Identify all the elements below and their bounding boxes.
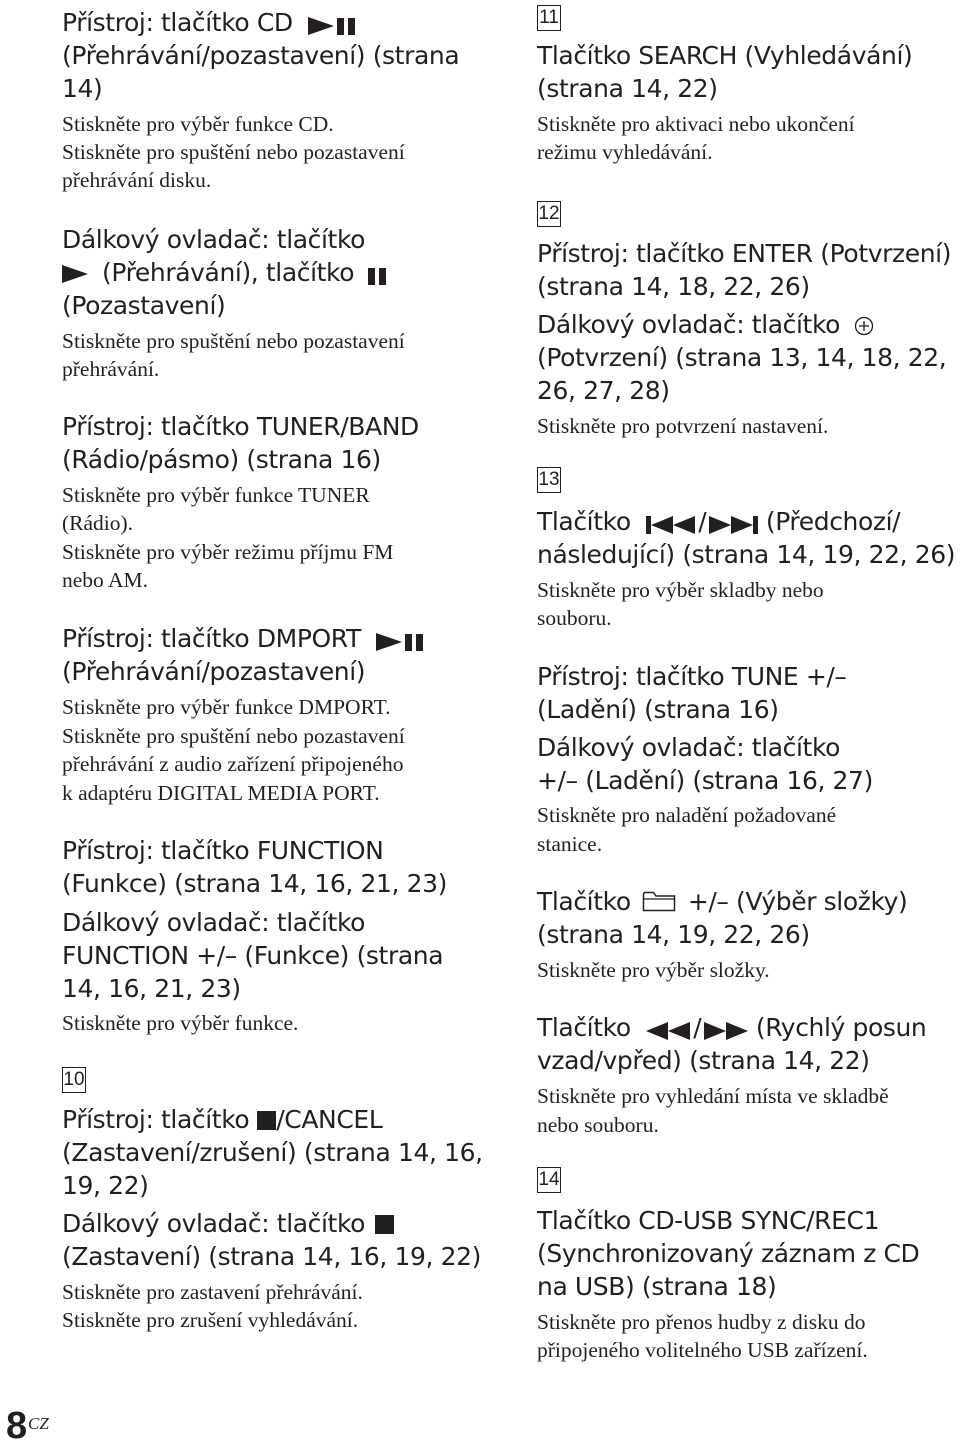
enter-heading-line4: (Potvrzení) (strana 13, 14, 18, 22, [537,343,947,372]
folder-icon [642,890,676,912]
rewind-icon [646,1013,690,1046]
stop-desc-line1: Stiskněte pro zastavení přehrávání. [62,1280,363,1304]
prev-next-desc-line1: Stiskněte pro výběr skladby nebo [537,578,824,602]
remote-play-desc-line2: přehrávání. [62,357,160,381]
enter-heading-line5: 26, 27, 28) [537,376,670,405]
rewind-forward-heading-line2: vzad/vpřed) (strana 14, 22) [537,1046,870,1075]
tune-heading-line1: Přístroj: tlačítko TUNE +/– [537,662,847,691]
sync-heading-line2: (Synchronizovaný záznam z CD [537,1239,920,1268]
dmport-desc-line4: k adaptéru DIGITAL MEDIA PORT. [62,781,380,805]
tune-heading-line4: +/– (Ladění) (strana 16, 27) [537,766,873,795]
dmport-desc-line2: Stiskněte pro spuštění nebo pozastavení [62,724,405,748]
enter-heading-line2: (strana 14, 18, 22, 26) [537,272,810,301]
cd-heading-line3: 14) [62,74,103,103]
folder-heading-line2: (strana 14, 19, 22, 26) [537,920,810,949]
rewind-forward-heading-line1: Tlačítko / (Rychlý posun [537,1011,926,1046]
dmport-heading-line1: Přístroj: tlačítko DMPORT [62,622,423,657]
enter-heading-line3: Dálkový ovladač: tlačítko [537,308,874,341]
play-pause-icon [376,624,423,657]
pause-icon [368,258,386,291]
rewind-forward-desc-line2: nebo souboru. [537,1113,659,1137]
tune-heading-line2: (Ladění) (strana 16) [537,695,779,724]
stop-heading-line3: 19, 22) [62,1171,149,1200]
function-heading-line3: Dálkový ovladač: tlačítko [62,908,366,937]
item-number-11: 11 [537,5,561,31]
stop-desc-line2: Stiskněte pro zrušení vyhledávání. [62,1308,359,1332]
remote-play-heading-line2: (Přehrávání), tlačítko [62,256,386,291]
item-number-12: 12 [537,201,561,227]
item-number-13: 13 [537,467,561,493]
tuner-heading-line2: (Rádio/pásmo) (strana 16) [62,445,381,474]
function-heading-line1: Přístroj: tlačítko FUNCTION [62,836,384,865]
folder-heading-line1: Tlačítko +/– (Výběr složky) [537,887,908,916]
tune-desc-line2: stanice. [537,832,603,856]
remote-play-heading-line3: (Pozastavení) [62,291,226,320]
dmport-desc-line3: přehrávání z audio zařízení připojeného [62,752,404,776]
fast-forward-icon [704,1013,748,1046]
prev-next-desc-line2: souboru. [537,606,612,630]
tune-heading-line3: Dálkový ovladač: tlačítko [537,733,841,762]
cd-heading-line2: (Přehrávání/pozastavení) (strana [62,41,460,70]
prev-icon [646,507,695,540]
tuner-heading-line1: Přístroj: tlačítko TUNER/BAND [62,412,419,441]
cd-desc-line2: Stiskněte pro spuštění nebo pozastavení [62,140,405,164]
dmport-desc-line1: Stiskněte pro výběr funkce DMPORT. [62,695,391,719]
stop-heading-line2: (Zastavení/zrušení) (strana 14, 16, [62,1138,483,1167]
rewind-forward-desc-line1: Stiskněte pro vyhledání místa ve skladbě [537,1084,889,1108]
remote-play-heading-line1: Dálkový ovladač: tlačítko [62,225,366,254]
language-code: CZ [28,1414,49,1433]
tuner-desc-line4: nebo AM. [62,568,148,592]
sync-heading-line3: na USB) (strana 18) [537,1272,777,1301]
function-heading-line2: (Funkce) (strana 14, 16, 21, 23) [62,869,447,898]
sync-desc-line2: připojeného volitelného USB zařízení. [537,1338,868,1362]
next-icon [709,507,758,540]
tuner-desc-line3: Stiskněte pro výběr režimu příjmu FM [62,540,394,564]
enter-icon [854,316,874,336]
sync-heading-line1: Tlačítko CD-USB SYNC/REC1 [537,1206,880,1235]
item-number-10: 10 [62,1067,86,1093]
function-desc-line1: Stiskněte pro výběr funkce. [62,1011,299,1035]
enter-heading-line1: Přístroj: tlačítko ENTER (Potvrzení) [537,239,952,268]
play-pause-icon [308,8,355,41]
search-heading-line1: Tlačítko SEARCH (Vyhledávání) [537,41,913,70]
tuner-desc-line1: Stiskněte pro výběr funkce TUNER [62,483,370,507]
stop-icon [257,1111,276,1130]
search-desc-line1: Stiskněte pro aktivaci nebo ukončení [537,112,855,136]
stop-heading-line1: Přístroj: tlačítko /CANCEL [62,1105,383,1134]
enter-desc-line1: Stiskněte pro potvrzení nastavení. [537,414,829,438]
search-desc-line2: režimu vyhledávání. [537,140,713,164]
prev-next-heading-line2: následující) (strana 14, 19, 22, 26) [537,540,956,569]
prev-next-heading-line1: Tlačítko / (Předchozí/ [537,505,900,540]
remote-play-desc-line1: Stiskněte pro spuštění nebo pozastavení [62,329,405,353]
cd-desc-line3: přehrávání disku. [62,168,212,192]
cd-desc-line1: Stiskněte pro výběr funkce CD. [62,112,334,136]
function-heading-line5: 14, 16, 21, 23) [62,974,241,1003]
dmport-heading-line2: (Přehrávání/pozastavení) [62,657,366,686]
function-heading-line4: FUNCTION +/– (Funkce) (strana [62,941,444,970]
tune-desc-line1: Stiskněte pro naladění požadované [537,803,837,827]
cd-heading-line1: Přístroj: tlačítko CD [62,6,355,41]
stop-icon [375,1215,394,1234]
play-icon [62,265,88,283]
stop-heading-line5: (Zastavení) (strana 14, 16, 19, 22) [62,1242,481,1271]
search-heading-line2: (strana 14, 22) [537,74,718,103]
folder-desc-line1: Stiskněte pro výběr složky. [537,958,770,982]
item-number-14: 14 [537,1167,561,1193]
sync-desc-line1: Stiskněte pro přenos hudby z disku do [537,1310,866,1334]
page-number: 8 [6,1405,28,1447]
tuner-desc-line2: (Rádio). [62,511,134,535]
stop-heading-line4: Dálkový ovladač: tlačítko [62,1207,394,1240]
